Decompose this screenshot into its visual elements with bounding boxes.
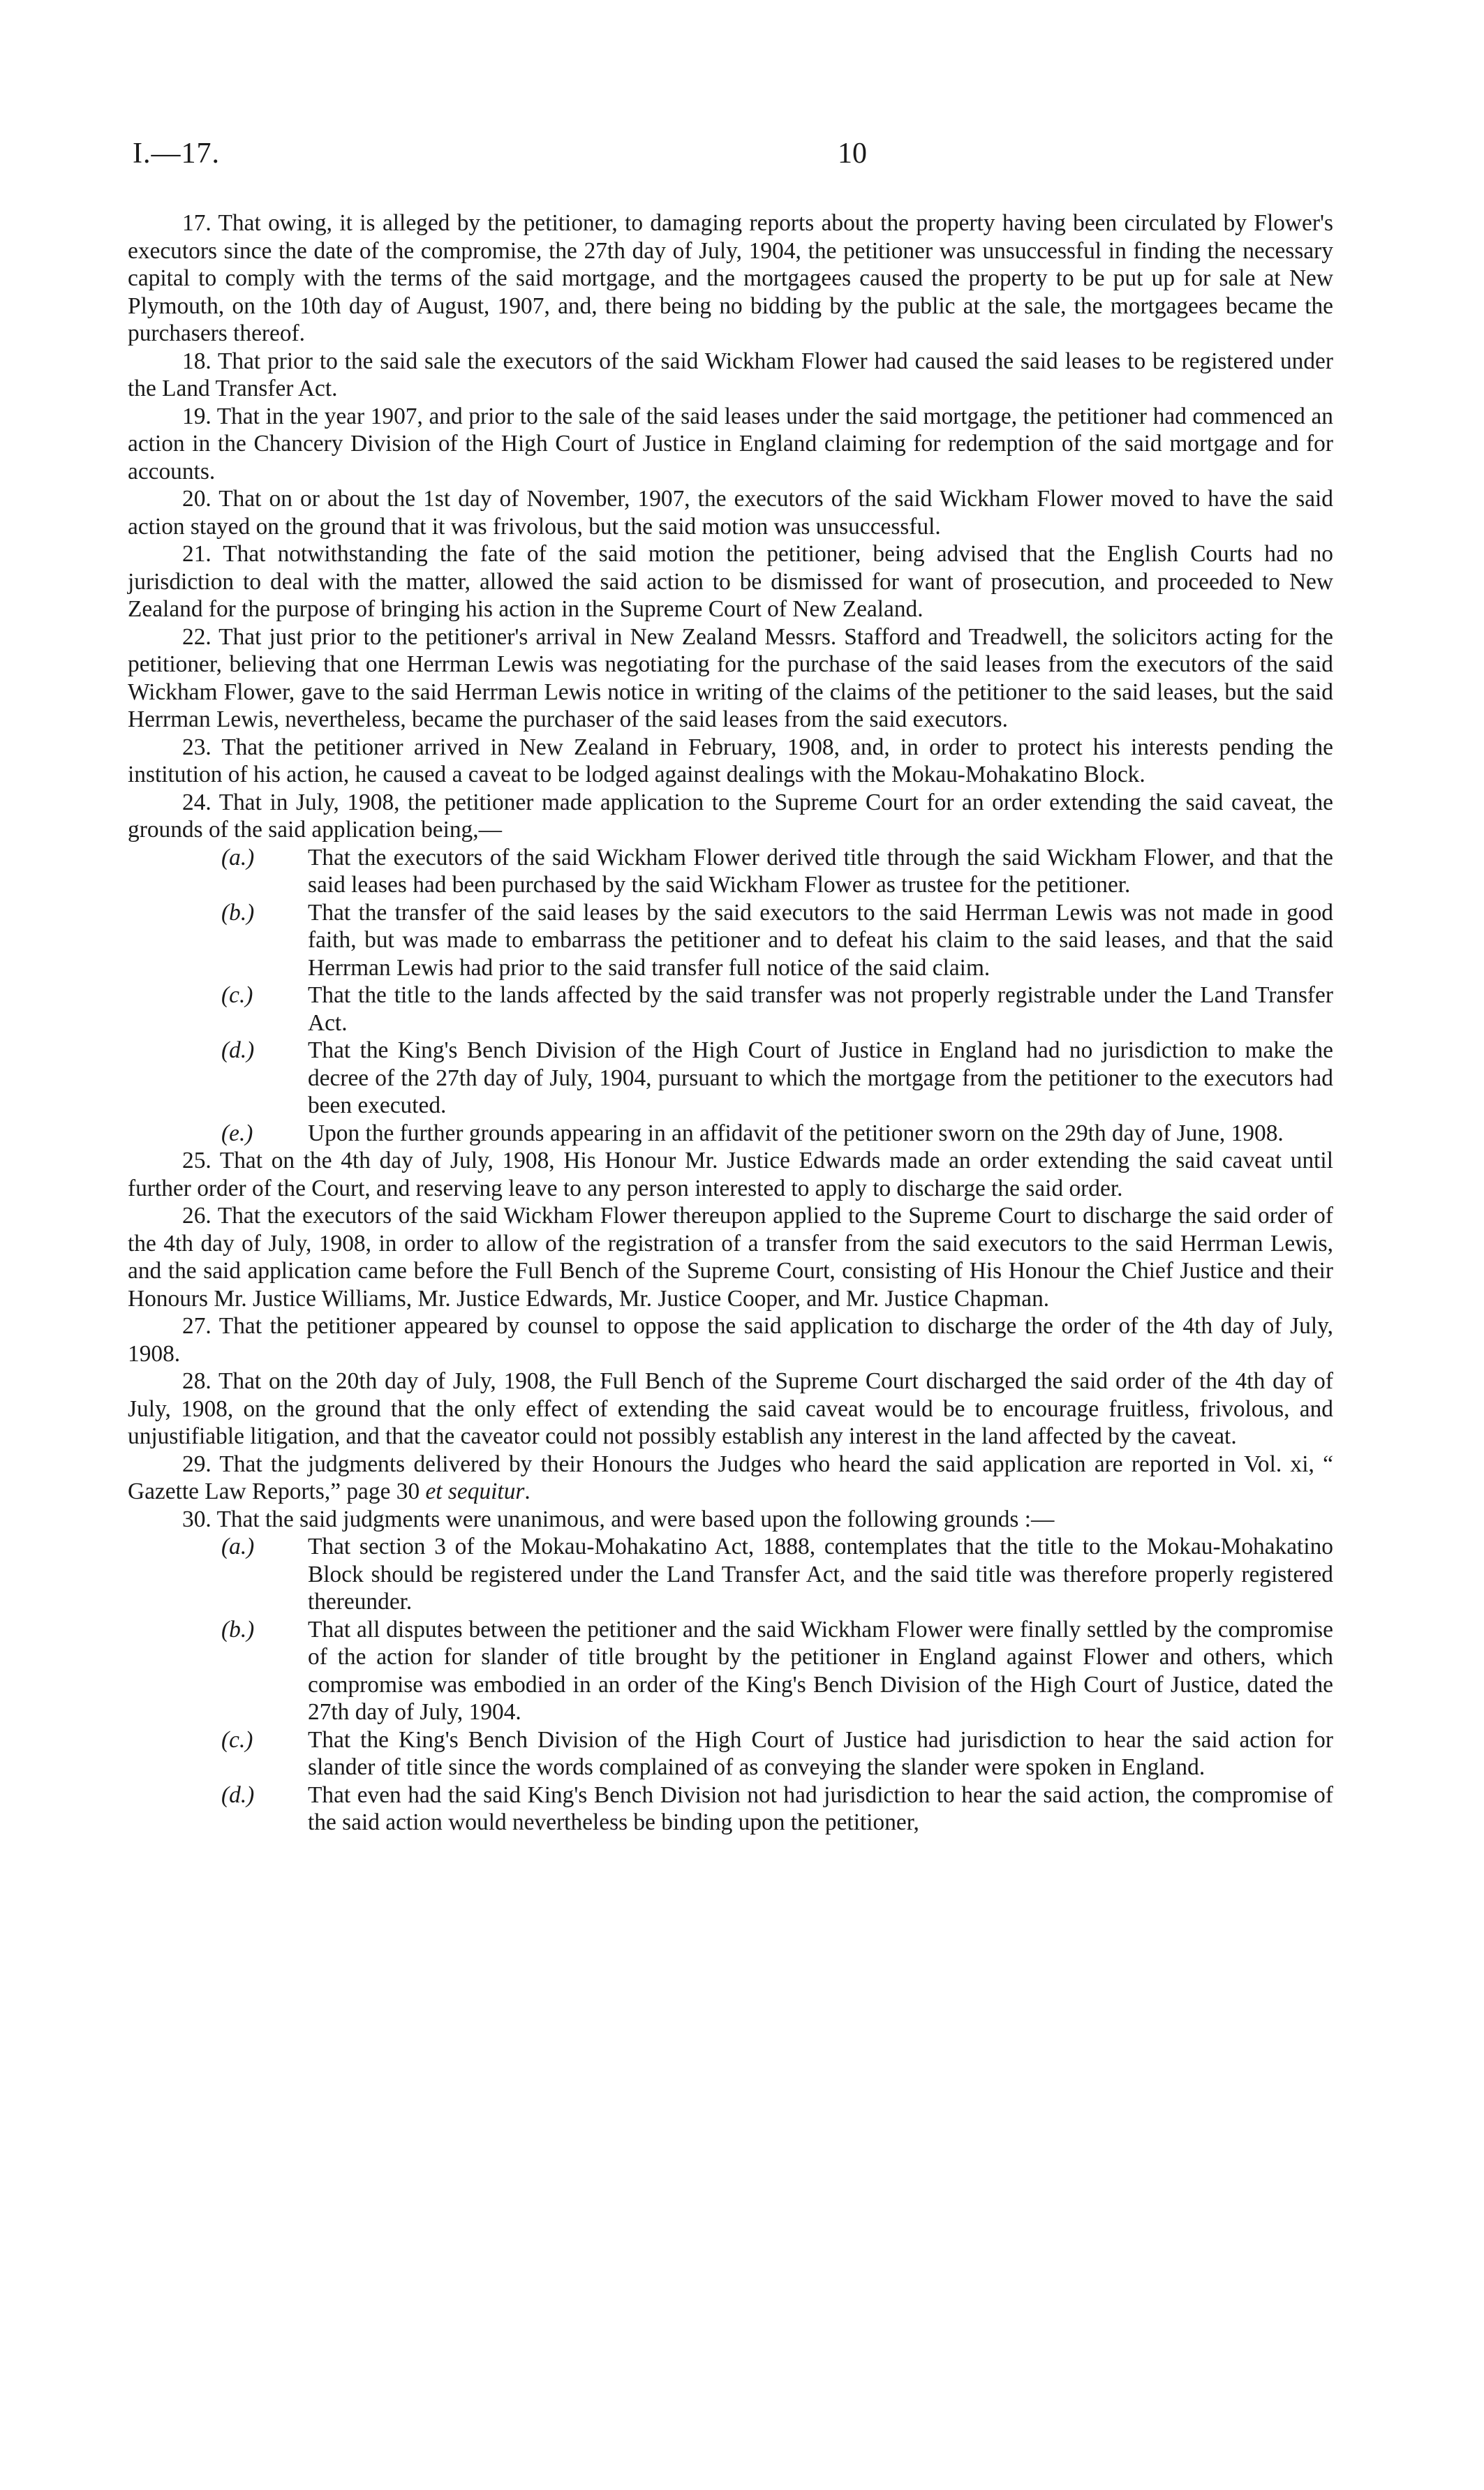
italic-citation: et sequitur: [425, 1479, 525, 1504]
ground-24-b: [221, 899, 1333, 982]
sub-label: (e.): [221, 1120, 253, 1146]
sub-text: That the executors of the said Wickham Flower derived title through the said Wickham Flower, and that the said leases had been purchased by the said Wickham Flower as trustee for the petitioner.: [308, 844, 1333, 898]
sub-label: (c.): [221, 1726, 253, 1753]
sub-label: (c.): [221, 982, 253, 1008]
paragraph-28: 28. That on the 20th day of July, 1908, the Full Bench of the Supreme Court discharged the said order of the 4th day of July, 1908, on the ground that the only effect of extending the said caveat would be to encourage fruitless, frivolous, and unjustifiable litigation, and that the caveator could not possibly establish any interest in the land affected by the caveat.: [128, 1368, 1333, 1449]
ground-30-a: [221, 1533, 1333, 1616]
sub-label: (a.): [221, 844, 255, 870]
sub-label: (b.): [221, 899, 255, 926]
sub-text: That the transfer of the said leases by the said executors to the said Herrman Lewis was not made in good faith, but was made to embarrass the petitioner and to defeat his claim to the said leases, and that the said Herrman Lewis had prior to the said transfer full notice of the said claim.: [308, 899, 1333, 981]
sub-text: That even had the said King's Bench Division not had jurisdiction to hear the said action, the compromise of the said action would nevertheless be binding upon the petitioner,: [308, 1781, 1333, 1835]
sub-label: (a.): [221, 1534, 255, 1559]
paragraph-24: 24. That in July, 1908, the petitioner made application to the Supreme Court for an order extending the said caveat, the grounds of the said application being,—: [128, 789, 1333, 843]
sub-text: That the King's Bench Division of the High Court of Justice had jurisdiction to hear the said action for slander of title since the words complained of as conveying the slander were spoken in England.: [308, 1726, 1333, 1780]
paragraph-21: 21. That notwithstanding the fate of the said motion the petitioner, being advised that the English Courts had no jurisdiction to deal with the matter, allowed the said action to be dismissed for want of prosecution, and proceeded to New Zealand for the purpose of bringing his action in the Supreme Court of New Zealand.: [128, 541, 1333, 622]
paragraph-30: 30. That the said judgments were unanimous, and were based upon the following grounds :—: [182, 1506, 1055, 1532]
ground-24-c: [221, 981, 1333, 1037]
ground-24-d: [221, 1037, 1333, 1120]
sub-text: That the King's Bench Division of the High Court of Justice in England had no jurisdiction to make the decree of the 27th day of July, 1904, pursuant to which the mortgage from the petitioner to the executors had been executed.: [308, 1037, 1333, 1118]
paragraph-26: 26. That the executors of the said Wickham Flower thereupon applied to the Supreme Court to discharge the said order of the 4th day of July, 1908, in order to allow of the registration of a transfer from the said executors to the said Herrman Lewis, and the said application came before the Full Bench of the Supreme Court, consisting of His Honour the Chief Justice and their Honours Mr. Justice Williams, Mr. Justice Edwards, Mr. Justice Cooper, and Mr. Justice Chapman.: [128, 1203, 1333, 1312]
document-body: [128, 209, 1333, 1837]
sub-text: That section 3 of the Mokau-Mohakatino Act, 1888, contemplates that the title to the Mokau-Mohakatino Block should be registered under the Land Transfer Act, and the said title was therefore properly registered thereunder.: [308, 1534, 1333, 1615]
page-number: 10: [838, 138, 867, 170]
paragraph-17: 17. That owing, it is alleged by the petitioner, to damaging reports about the property having been circulated by Flower's executors since the date of the compromise, the 27th day of July, 1904, the petitioner was unsuccessful in finding the necessary capital to comply with the terms of the said mortgage, and the mortgagees caused the property to be put up for sale at New Plymouth, on the 10th day of August, 1907, and, there being no bidding by the public at the sale, the mortgagees became the purchasers thereof.: [128, 210, 1333, 346]
ground-24-e: [221, 1120, 1333, 1148]
ground-30-b: [221, 1616, 1333, 1726]
paragraph-20: 20. That on or about the 1st day of November, 1907, the executors of the said Wickham Flower moved to have the said action stayed on the ground that it was frivolous, but the said motion was unsuccessful.: [128, 486, 1333, 540]
paragraph-23: 23. That the petitioner arrived in New Zealand in February, 1908, and, in order to protect his interests pending the institution of his action, he caused a caveat to be lodged against dealings with the Mokau-Mohakatino Block.: [128, 734, 1333, 787]
document-reference: I.—17.: [133, 138, 220, 170]
paragraph-22: 22. That just prior to the petitioner's arrival in New Zealand Messrs. Stafford and Treadwell, the solicitors acting for the petitioner, believing that one Herrman Lewis was negotiating for the purchase of the said leases from the executors of the said Wickham Flower, gave to the said Herrman Lewis notice in writing of the claims of the petitioner to the said leases, but the said Herrman Lewis, nevertheless, became the purchaser of the said leases from the said executors.: [128, 623, 1333, 732]
paragraph-25: 25. That on the 4th day of July, 1908, His Honour Mr. Justice Edwards made an order extending the said caveat until further order of the Court, and reserving leave to any person interested to apply to discharge the said order.: [128, 1148, 1333, 1201]
page-header: [133, 137, 1361, 186]
paragraph-18: 18. That prior to the said sale the executors of the said Wickham Flower had caused the said leases to be registered under the Land Transfer Act.: [128, 348, 1333, 401]
paragraph-19: 19. That in the year 1907, and prior to the sale of the said leases under the said mortgage, the petitioner had commenced an action in the Chancery Division of the High Court of Justice in England claiming for redemption of the said mortgage and for accounts.: [128, 403, 1333, 484]
ground-30-d: [221, 1781, 1333, 1837]
sub-label: (d.): [221, 1037, 255, 1063]
sub-label: (b.): [221, 1616, 255, 1643]
sub-text: That all disputes between the petitioner and the said Wickham Flower were finally settled by the compromise of the action for slander of title brought by the petitioner in England against Flower and others, which compromise was embodied in an order of the King's Bench Division of the High Court of Justice, dated the 27th day of July, 1904.: [308, 1616, 1333, 1725]
sub-label: (d.): [221, 1781, 255, 1808]
ground-24-a: [221, 844, 1333, 899]
paragraph-29: 29. That the judgments delivered by their Honours the Judges who heard the said application are reported in Vol. xi, “ Gazette Law Reports,” page 30 et sequitur.: [128, 1451, 1333, 1504]
paragraph-27: 27. That the petitioner appeared by counsel to oppose the said application to discharge the order of the 4th day of July, 1908.: [128, 1313, 1333, 1367]
ground-30-c: [221, 1726, 1333, 1781]
sub-text: That the title to the lands affected by the said transfer was not properly registrable under the Land Transfer Act.: [308, 982, 1333, 1036]
sub-text: Upon the further grounds appearing in an affidavit of the petitioner sworn on the 29th day of June, 1908.: [308, 1120, 1284, 1146]
